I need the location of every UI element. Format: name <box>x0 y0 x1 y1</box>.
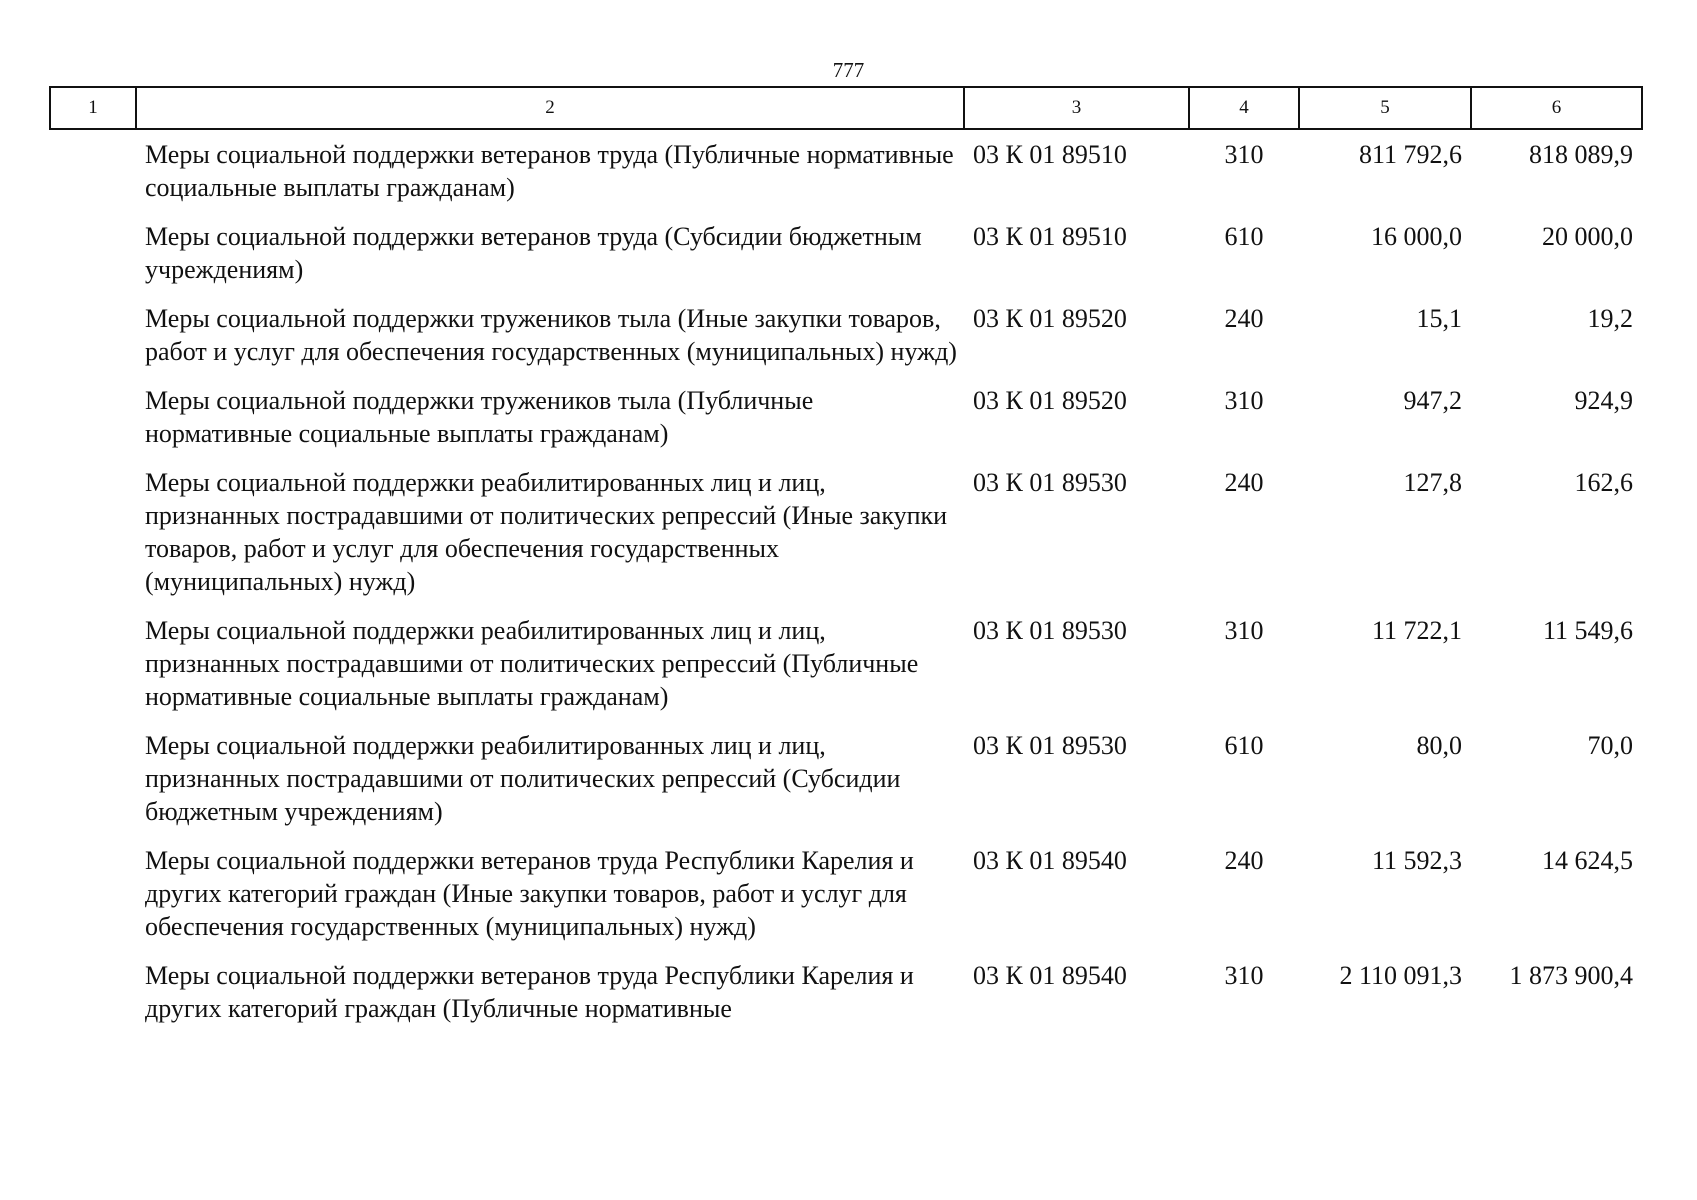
row-index-cell <box>50 614 136 729</box>
table-row <box>50 302 1642 384</box>
table-row <box>50 220 1642 302</box>
amount-col5-cell: 127,8 <box>1403 468 1462 497</box>
row-index-cell <box>50 729 136 844</box>
description-cell: Меры социальной поддержки ветеранов труда Республики Карелия и других категорий граждан (Иные закупки товаров, работ и услуг для обеспечения государственных (муниципальных) нужд) <box>145 846 914 941</box>
header-col-2: 2 <box>136 87 964 129</box>
code-cell: 03 К 01 89530 <box>973 468 1127 497</box>
code-cell: 03 К 01 89510 <box>973 140 1127 169</box>
expense-kind-cell: 310 <box>1224 386 1264 415</box>
expense-kind-cell: 610 <box>1224 222 1264 251</box>
amount-col5-cell: 80,0 <box>1416 731 1462 760</box>
header-col-1: 1 <box>50 87 136 129</box>
table-row <box>50 959 1642 1041</box>
amount-col5-cell: 16 000,0 <box>1371 222 1462 251</box>
amount-col6-cell: 1 873 900,4 <box>1509 961 1633 990</box>
row-index-cell <box>50 384 136 466</box>
expense-kind-cell: 310 <box>1224 616 1264 645</box>
table-row <box>50 614 1642 729</box>
header-row <box>50 87 1642 129</box>
amount-col6-cell: 14 624,5 <box>1542 846 1633 875</box>
table-row <box>50 384 1642 466</box>
code-cell: 03 К 01 89510 <box>973 222 1127 251</box>
amount-col6-cell: 19,2 <box>1587 304 1633 333</box>
description-cell: Меры социальной поддержки ветеранов труда (Публичные нормативные социальные выплаты гражданам) <box>145 140 954 202</box>
table-row <box>50 844 1642 959</box>
table-row <box>50 729 1642 844</box>
code-cell: 03 К 01 89530 <box>973 616 1127 645</box>
table-body <box>50 129 1642 1041</box>
expense-kind-cell: 240 <box>1224 468 1264 497</box>
row-index-cell <box>50 466 136 614</box>
header-col-3: 3 <box>964 87 1189 129</box>
description-cell: Меры социальной поддержки тружеников тыла (Публичные нормативные социальные выплаты гражданам) <box>145 386 814 448</box>
amount-col6-cell: 924,9 <box>1574 386 1633 415</box>
page-number: 777 <box>832 58 865 82</box>
header-col-6: 6 <box>1471 87 1642 129</box>
table-row <box>50 129 1642 220</box>
budget-table <box>49 86 1643 1041</box>
amount-col6-cell: 11 549,6 <box>1542 616 1633 645</box>
amount-col5-cell: 947,2 <box>1403 386 1462 415</box>
table-row <box>50 466 1642 614</box>
description-cell: Меры социальной поддержки реабилитированных лиц и лиц, признанных пострадавшими от политических репрессий (Субсидии бюджетным учреждениям) <box>145 731 901 826</box>
description-cell: Меры социальной поддержки реабилитированных лиц и лиц, признанных пострадавшими от политических репрессий (Иные закупки товаров, работ и услуг для обеспечения государственных (муниципальных) нужд) <box>145 468 948 596</box>
amount-col6-cell: 818 089,9 <box>1529 140 1633 169</box>
expense-kind-cell: 240 <box>1224 304 1264 333</box>
description-cell: Меры социальной поддержки ветеранов труда Республики Карелия и других категорий граждан (Публичные нормативные <box>145 961 914 1023</box>
code-cell: 03 К 01 89540 <box>973 846 1127 875</box>
row-index-cell <box>50 220 136 302</box>
expense-kind-cell: 310 <box>1224 140 1264 169</box>
row-index-cell <box>50 302 136 384</box>
header-col-4: 4 <box>1189 87 1299 129</box>
row-index-cell <box>50 959 136 1041</box>
code-cell: 03 К 01 89520 <box>973 304 1127 333</box>
header-col-5: 5 <box>1299 87 1471 129</box>
amount-col6-cell: 20 000,0 <box>1542 222 1633 251</box>
expense-kind-cell: 240 <box>1224 846 1264 875</box>
table-header <box>50 87 1642 129</box>
amount-col6-cell: 70,0 <box>1587 731 1633 760</box>
description-cell: Меры социальной поддержки реабилитированных лиц и лиц, признанных пострадавшими от политических репрессий (Публичные нормативные социальные выплаты гражданам) <box>145 616 919 711</box>
amount-col5-cell: 15,1 <box>1416 304 1462 333</box>
description-cell: Меры социальной поддержки ветеранов труда (Субсидии бюджетным учреждениям) <box>145 222 922 284</box>
code-cell: 03 К 01 89520 <box>973 386 1127 415</box>
description-cell: Меры социальной поддержки тружеников тыла (Иные закупки товаров, работ и услуг для обеспечения государственных (муниципальных) нужд) <box>145 304 957 366</box>
row-index-cell <box>50 844 136 959</box>
amount-col5-cell: 2 110 091,3 <box>1339 961 1462 990</box>
code-cell: 03 К 01 89540 <box>973 961 1127 990</box>
code-cell: 03 К 01 89530 <box>973 731 1127 760</box>
amount-col5-cell: 811 792,6 <box>1358 140 1462 169</box>
expense-kind-cell: 610 <box>1224 731 1264 760</box>
row-index-cell <box>50 129 136 220</box>
amount-col6-cell: 162,6 <box>1574 468 1633 497</box>
amount-col5-cell: 11 722,1 <box>1371 616 1462 645</box>
expense-kind-cell: 310 <box>1224 961 1264 990</box>
amount-col5-cell: 11 592,3 <box>1371 846 1462 875</box>
